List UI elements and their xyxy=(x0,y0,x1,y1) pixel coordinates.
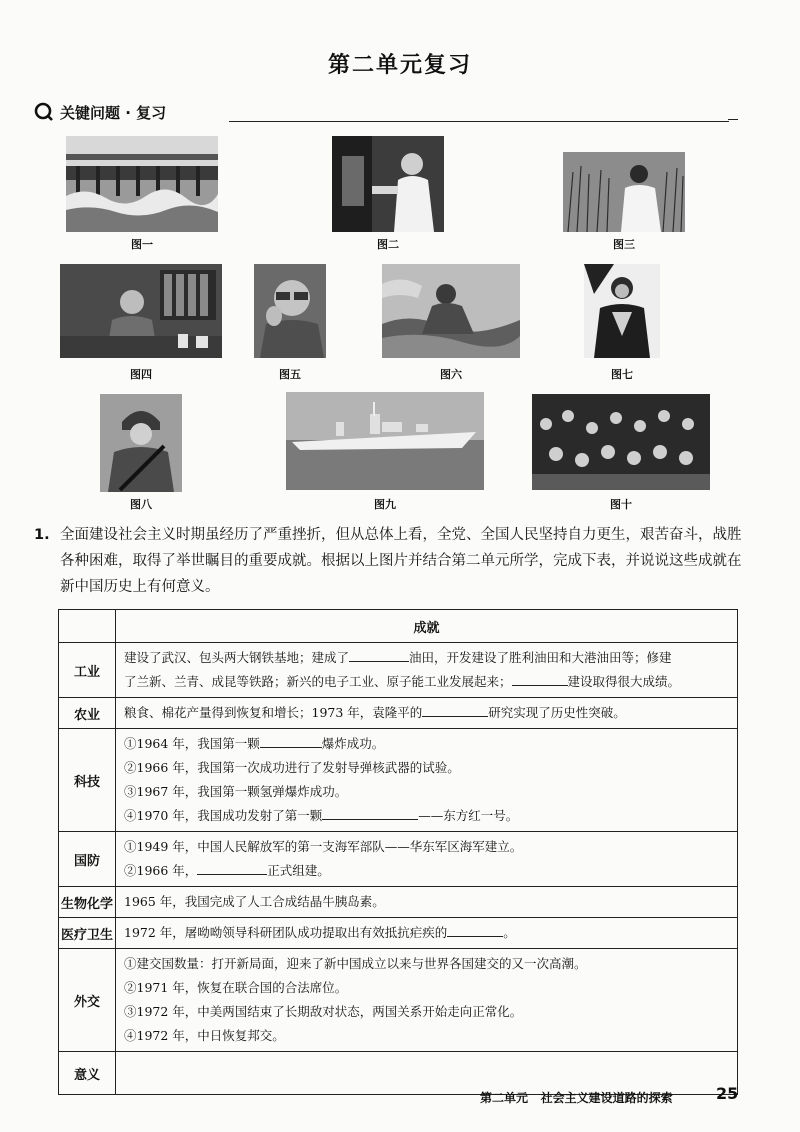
category-defense: 国防 xyxy=(59,832,116,887)
category-diplomacy: 外交 xyxy=(59,949,116,1052)
fill-blank[interactable] xyxy=(349,647,409,662)
table-line: 了兰新、兰青、成昆等铁路；新兴的电子工业、原子能工业发展起来； 建设取得很大成绩。 xyxy=(124,670,729,694)
figure-3-caption: 图三 xyxy=(613,238,635,251)
table-line: 建设了武汉、包头两大钢铁基地；建成了 油田，开发建设了胜利油田和大港油田等；修建 xyxy=(124,646,729,670)
section-rule-end xyxy=(728,119,738,124)
category-medicine: 医疗卫生 xyxy=(59,918,116,949)
figure-7-caption: 图七 xyxy=(611,368,633,381)
fill-blank[interactable] xyxy=(512,671,568,686)
table-line: ①1964 年，我国第一颗 爆炸成功。 xyxy=(124,732,729,756)
figure-3-photo xyxy=(563,152,685,232)
row-defense xyxy=(59,832,738,887)
content-defense xyxy=(116,832,738,887)
content-agriculture xyxy=(116,698,738,729)
achievements-table xyxy=(58,609,738,1095)
table-line: ②1966 年，我国第一次成功进行了发射导弹核武器的试验。 xyxy=(124,760,460,775)
table-header-row xyxy=(59,610,738,643)
row-biochemistry xyxy=(59,887,738,918)
footer-unit-label: 第二单元 xyxy=(480,1091,529,1105)
footer-unit-subtitle: 社会主义建设道路的探索 xyxy=(540,1091,673,1105)
figure-10-photo xyxy=(532,394,710,490)
section-rule xyxy=(229,121,729,122)
figure-9-photo xyxy=(286,392,484,490)
content-diplomacy xyxy=(116,949,738,1052)
magnifier-q-icon xyxy=(34,102,54,122)
figure-8-photo xyxy=(100,394,182,492)
figure-10-caption: 图十 xyxy=(610,498,632,511)
row-medicine xyxy=(59,918,738,949)
table-line: ③1972 年，中美两国结束了长期敌对状态，两国关系开始走向正常化。 xyxy=(124,1004,523,1019)
question-1 xyxy=(34,522,750,600)
fill-blank[interactable] xyxy=(197,860,267,875)
table-line: ①建交国数量：打开新局面，迎来了新中国成立以来与世界各国建交的又一次高潮。 xyxy=(124,956,587,971)
figure-6-photo xyxy=(382,264,520,358)
section-label: 关键问题 · 复习 xyxy=(60,104,167,122)
row-technology xyxy=(59,729,738,832)
table-header-empty xyxy=(59,610,116,643)
footer-unit xyxy=(480,1089,673,1106)
table-header-achievement: 成就 xyxy=(116,610,738,643)
figure-1-photo xyxy=(66,136,218,232)
category-biochemistry: 生物化学 xyxy=(59,887,116,918)
page-number: 25 xyxy=(716,1084,739,1103)
table-line: ④1972 年，中日恢复邦交。 xyxy=(124,1028,285,1043)
fill-blank[interactable] xyxy=(422,702,488,717)
figure-2-caption: 图二 xyxy=(377,238,399,251)
content-biochemistry xyxy=(116,887,738,918)
category-significance: 意义 xyxy=(59,1052,116,1095)
figure-8-caption: 图八 xyxy=(130,498,152,511)
row-agriculture xyxy=(59,698,738,729)
fill-blank[interactable] xyxy=(447,922,503,937)
figure-7-photo xyxy=(584,264,660,358)
figure-5-caption: 图五 xyxy=(279,368,301,381)
figure-2-photo xyxy=(332,136,444,232)
table-line: ④1970 年，我国成功发射了第一颗 ——东方红一号。 xyxy=(124,804,729,828)
table-line: ②1971 年，恢复在联合国的合法席位。 xyxy=(124,980,348,995)
fill-blank[interactable] xyxy=(322,805,418,820)
figure-4-caption: 图四 xyxy=(130,368,152,381)
figure-5-photo xyxy=(254,264,326,358)
content-medicine xyxy=(116,918,738,949)
question-text: 全面建设社会主义时期虽经历了严重挫折，但从总体上看，全党、全国人民坚持自力更生，艰苦奋斗，战胜各种困难，取得了举世瞩目的重要成就。根据以上图片并结合第二单元所学，完成下表，并说说这些成就在新中国历史上有何意义。 xyxy=(60,527,742,595)
row-diplomacy xyxy=(59,949,738,1052)
figure-9-caption: 图九 xyxy=(374,498,396,511)
section-header xyxy=(34,100,738,126)
content-technology xyxy=(116,729,738,832)
page-title: 第二单元复习 xyxy=(327,53,472,78)
table-line: ③1967 年，我国第一颗氢弹爆炸成功。 xyxy=(124,784,348,799)
question-number: 1. xyxy=(34,527,50,543)
category-industry: 工业 xyxy=(59,643,116,698)
figure-1-caption: 图一 xyxy=(131,238,153,251)
row-industry xyxy=(59,643,738,698)
content-industry xyxy=(116,643,738,698)
table-line: ①1949 年，中国人民解放军的第一支海军部队——华东军区海军建立。 xyxy=(124,839,523,854)
figure-6-caption: 图六 xyxy=(440,368,462,381)
table-line: ②1966 年， 正式组建。 xyxy=(124,859,729,883)
category-technology: 科技 xyxy=(59,729,116,832)
fill-blank[interactable] xyxy=(260,733,322,748)
category-agriculture: 农业 xyxy=(59,698,116,729)
table-line: 粮食、棉花产量得到恢复和增长；1973 年，袁隆平的 研究实现了历史性突破。 xyxy=(124,701,729,725)
table-line: 1972 年，屠呦呦领导科研团队成功提取出有效抵抗疟疾的 。 xyxy=(124,921,729,945)
table-line: 1965 年，我国完成了人工合成结晶牛胰岛素。 xyxy=(124,894,385,909)
figure-4-photo xyxy=(60,264,222,358)
